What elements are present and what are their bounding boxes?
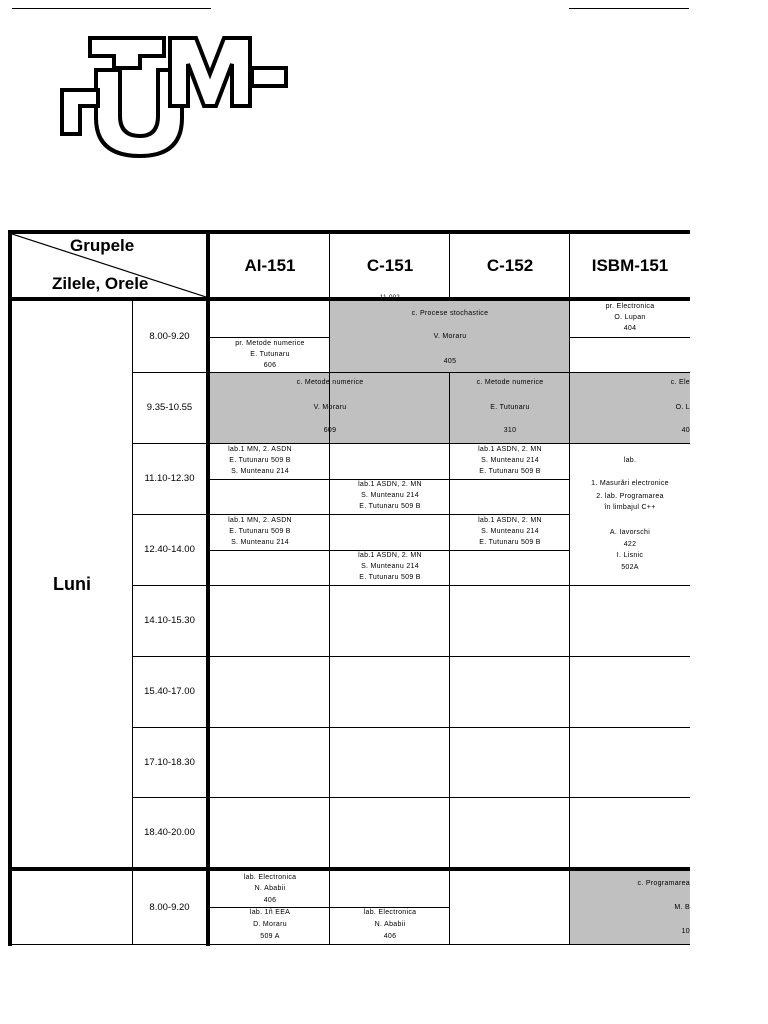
time-slot: 9.35-10.55 xyxy=(146,402,193,413)
lesson-title: c. Ele xyxy=(670,379,690,386)
lesson-teacher: E. Tutunaru 509 B xyxy=(359,503,421,510)
lesson-teacher: D. Moraru xyxy=(253,921,287,928)
time-slot: 18.40-20.00 xyxy=(144,826,195,838)
lesson-teacher: M. B xyxy=(674,904,690,911)
lesson-teacher: E. Tutunaru xyxy=(490,404,530,411)
lesson-title: 2. lab. Programarea xyxy=(596,493,664,500)
group-header-isbm151: ISBM-151 xyxy=(591,255,669,275)
lesson-teacher: S. Munteanu 214 xyxy=(231,539,289,546)
lesson-teacher: E. Tutunaru 509 B xyxy=(479,468,541,475)
lesson-teacher: V. Moraru xyxy=(313,404,347,411)
lesson-title: lab.1 ASDN, 2. MN xyxy=(358,481,422,488)
day-label-luni: Luni xyxy=(53,573,91,594)
half-row-line xyxy=(570,337,690,338)
lesson-teacher: O. Lupan xyxy=(614,314,646,321)
col-line xyxy=(329,301,330,944)
lesson-title: lab. Electronica xyxy=(363,909,417,916)
lesson-teacher: E. Tutunaru 509 B xyxy=(229,528,291,535)
lesson-teacher: E. Tutunaru xyxy=(250,351,290,358)
group-header-ai151: AI-151 xyxy=(244,255,296,275)
time-slot: 17.10-18.30 xyxy=(144,757,195,768)
lesson-room: 609 xyxy=(323,427,337,434)
lesson-teacher: V. Moraru xyxy=(433,333,467,340)
lesson-teacher: O. L xyxy=(675,404,690,411)
table-cut-line xyxy=(8,944,690,945)
lesson-room: 406 xyxy=(383,933,397,940)
lesson-title: pr. Metode numerice xyxy=(235,340,305,347)
lesson-room: 509 A xyxy=(260,933,280,940)
row-line xyxy=(132,656,690,657)
lesson-title: 1. Masurări electronice xyxy=(591,480,669,487)
lesson-room: 40 xyxy=(681,427,690,434)
lesson-teacher: E. Tutunaru 509 B xyxy=(359,574,421,581)
crop-mask xyxy=(690,220,768,960)
lesson-room: 606 xyxy=(263,362,277,369)
room-tag: 11-002 xyxy=(379,295,401,301)
header-col-line xyxy=(329,234,330,297)
lesson-title: c. Metode numerice xyxy=(296,379,364,386)
time-slot: 15.40-17.00 xyxy=(144,686,195,697)
top-rule-right xyxy=(569,8,689,9)
lesson-title: lab.1 MN, 2. ASDN xyxy=(228,517,292,524)
lesson-teacher: A. Iavorschi xyxy=(609,529,651,536)
time-slot: 12.40-14.00 xyxy=(144,544,195,555)
lesson-room: 406 xyxy=(263,897,277,904)
lesson-teacher: I. Lisnic xyxy=(616,552,644,559)
row-line xyxy=(132,372,690,373)
header-col-line xyxy=(569,234,570,297)
lesson-teacher: S. Munteanu 214 xyxy=(361,492,419,499)
lesson-teacher: E. Tutunaru 509 B xyxy=(229,457,291,464)
lesson-teacher: S. Munteanu 214 xyxy=(481,457,539,464)
lesson-title: lab. xyxy=(623,457,637,464)
time-slot: 8.00-9.20 xyxy=(149,902,190,913)
lesson-title: c. Programarea xyxy=(637,880,690,887)
time-slot: 8.00-9.20 xyxy=(149,331,190,342)
lesson-room: 502A xyxy=(621,564,639,571)
lesson-room: 310 xyxy=(503,427,517,434)
lesson-teacher: S. Munteanu 214 xyxy=(361,563,419,570)
row-line xyxy=(132,797,690,798)
lesson-room: 404 xyxy=(623,325,637,332)
lesson-title: lab. Electronica xyxy=(243,874,297,881)
group-header-c152: C-152 xyxy=(486,255,534,275)
lesson-title: lab.1 MN, 2. ASDN xyxy=(228,446,292,453)
lesson-teacher: S. Munteanu 214 xyxy=(231,468,289,475)
time-slot: 11.10-12.30 xyxy=(144,473,195,484)
lesson-teacher: S. Munteanu 214 xyxy=(481,528,539,535)
lesson-title: lab.1 ASDN, 2. MN xyxy=(478,446,542,453)
group-header-c151: C-151 xyxy=(366,255,414,275)
lesson-title: lab.1 ASDN, 2. MN xyxy=(478,517,542,524)
lesson-room: 10 xyxy=(681,928,690,935)
lesson-room: 405 xyxy=(443,358,457,365)
col-line xyxy=(569,301,570,944)
time-slot: 14.10-15.30 xyxy=(144,615,195,626)
lesson-room: 422 xyxy=(623,541,637,548)
lesson-teacher: N. Ababii xyxy=(254,885,286,892)
lesson-title: c. Procese stochastice xyxy=(411,310,489,317)
row-line xyxy=(132,727,690,728)
utm-logo-icon xyxy=(58,30,290,162)
top-rule-left xyxy=(12,8,211,9)
lesson-teacher: E. Tutunaru 509 B xyxy=(479,539,541,546)
corner-days-label: Zilele, Orele xyxy=(52,274,149,293)
lesson-teacher: N. Ababii xyxy=(374,921,406,928)
lesson-title: pr. Electronica xyxy=(605,303,655,310)
row-line xyxy=(132,585,690,586)
corner-groups-label: Grupele xyxy=(70,236,135,255)
lesson-title: c. Metode numerice xyxy=(476,379,544,386)
lesson-title: în limbajul C++ xyxy=(604,504,656,511)
lesson-title: lab. 1ñ EEA xyxy=(249,909,291,916)
lesson-title: lab.1 ASDN, 2. MN xyxy=(358,552,422,559)
header-col-line xyxy=(449,234,450,297)
